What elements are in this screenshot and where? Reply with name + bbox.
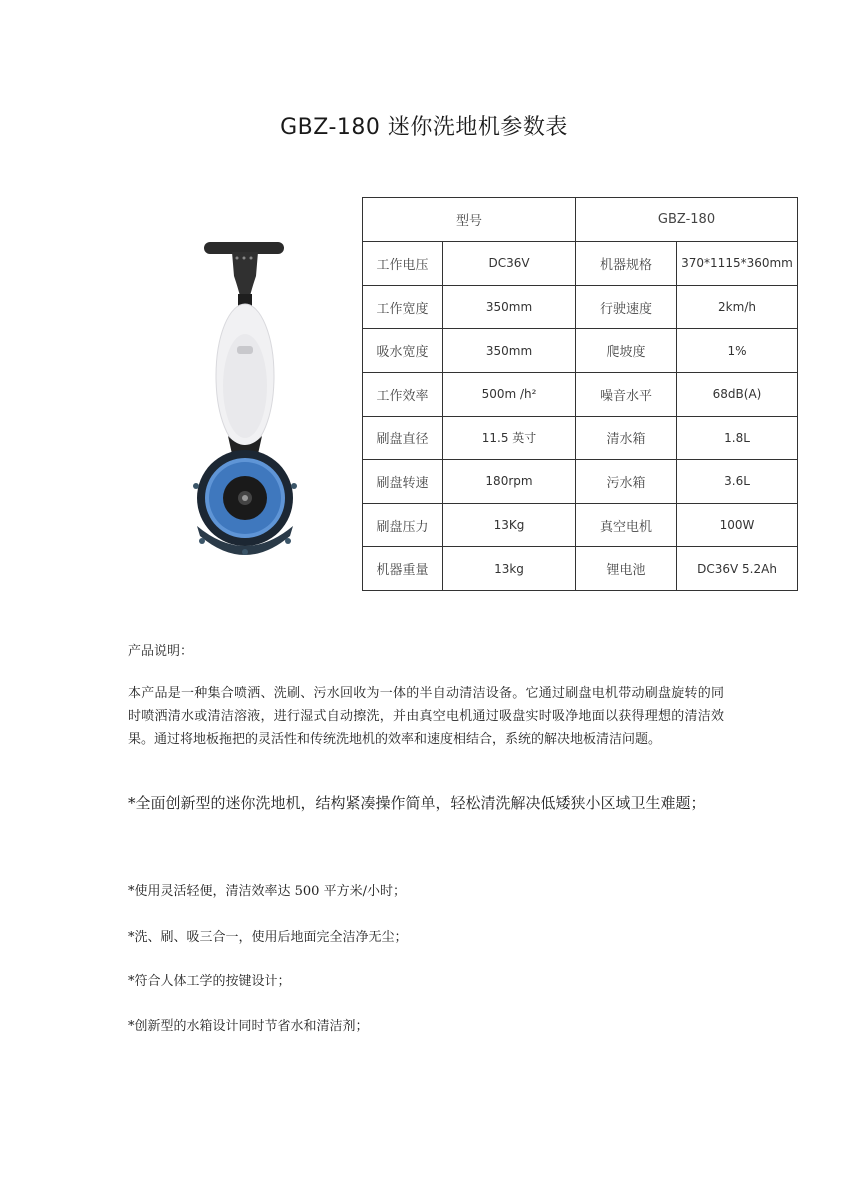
spec-value: 68dB(A): [677, 372, 798, 416]
spec-label: 工作效率: [363, 372, 443, 416]
table-row: [363, 503, 798, 547]
spec-label: 刷盘直径: [363, 416, 443, 460]
feature-item: *创新型的水箱设计同时节省水和清洁剂；: [128, 1019, 369, 1034]
spec-value: 3.6L: [677, 460, 798, 504]
spec-header-row: [363, 198, 798, 242]
spec-value: 11.5 英寸: [443, 416, 576, 460]
table-row: [363, 460, 798, 504]
spec-label: 清水箱: [576, 416, 677, 460]
spec-value: 500m /h²: [443, 372, 576, 416]
description-heading: 产品说明：: [128, 644, 194, 659]
spec-value: 13Kg: [443, 503, 576, 547]
spec-value: 1.8L: [677, 416, 798, 460]
spec-label: 工作电压: [363, 242, 443, 286]
spec-label: 真空电机: [576, 503, 677, 547]
table-row: [363, 285, 798, 329]
spec-value: 180rpm: [443, 460, 576, 504]
spec-label: 机器重量: [363, 547, 443, 591]
spec-label: 机器规格: [576, 242, 677, 286]
spec-label: 刷盘转速: [363, 460, 443, 504]
spec-value: 370*1115*360mm: [677, 242, 798, 286]
spec-value: 2km/h: [677, 285, 798, 329]
table-row: [363, 547, 798, 591]
floor-scrubber-photo-icon: [182, 236, 308, 558]
table-row: [363, 416, 798, 460]
feature-item: *洗、刷、吸三合一，使用后地面完全洁净无尘；: [128, 930, 408, 945]
model-label: 型号: [363, 198, 576, 242]
spec-table: [362, 197, 798, 591]
spec-label: 爬坡度: [576, 329, 677, 373]
spec-value: 350mm: [443, 285, 576, 329]
description-body: 本产品是一种集合喷洒、洗刷、污水回收为一体的半自动清洁设备。它通过刷盘电机带动刷盘旋转的同时喷洒清水或清洁溶液，进行湿式自动擦洗，并由真空电机通过吸盘实时吸净地面以获得理想的清洁效果。通过将地板拖把的灵活性和传统洗地机的效率和速度相结合，系统的解决地板清洁问题。: [128, 686, 724, 747]
spec-value: 1%: [677, 329, 798, 373]
spec-label: 工作宽度: [363, 285, 443, 329]
spec-value: DC36V 5.2Ah: [677, 547, 798, 591]
spec-label: 行驶速度: [576, 285, 677, 329]
spec-label: 刷盘压力: [363, 503, 443, 547]
spec-value: 13kg: [443, 547, 576, 591]
feature-item: *全面创新型的迷你洗地机，结构紧凑操作简单，轻松清洗解决低矮狭小区域卫生难题；: [128, 794, 706, 812]
spec-value: DC36V: [443, 242, 576, 286]
feature-item: *符合人体工学的按键设计；: [128, 974, 291, 989]
table-row: [363, 372, 798, 416]
table-row: [363, 242, 798, 286]
model-value: GBZ-180: [576, 198, 798, 242]
spec-label: 吸水宽度: [363, 329, 443, 373]
feature-item: *使用灵活轻便，清洁效率达 500 平方米/小时；: [128, 884, 406, 899]
page-title: GBZ-180 迷你洗地机参数表: [280, 115, 568, 140]
spec-value: 350mm: [443, 329, 576, 373]
spec-label: 锂电池: [576, 547, 677, 591]
spec-label: 污水箱: [576, 460, 677, 504]
spec-label: 噪音水平: [576, 372, 677, 416]
table-row: [363, 329, 798, 373]
spec-value: 100W: [677, 503, 798, 547]
